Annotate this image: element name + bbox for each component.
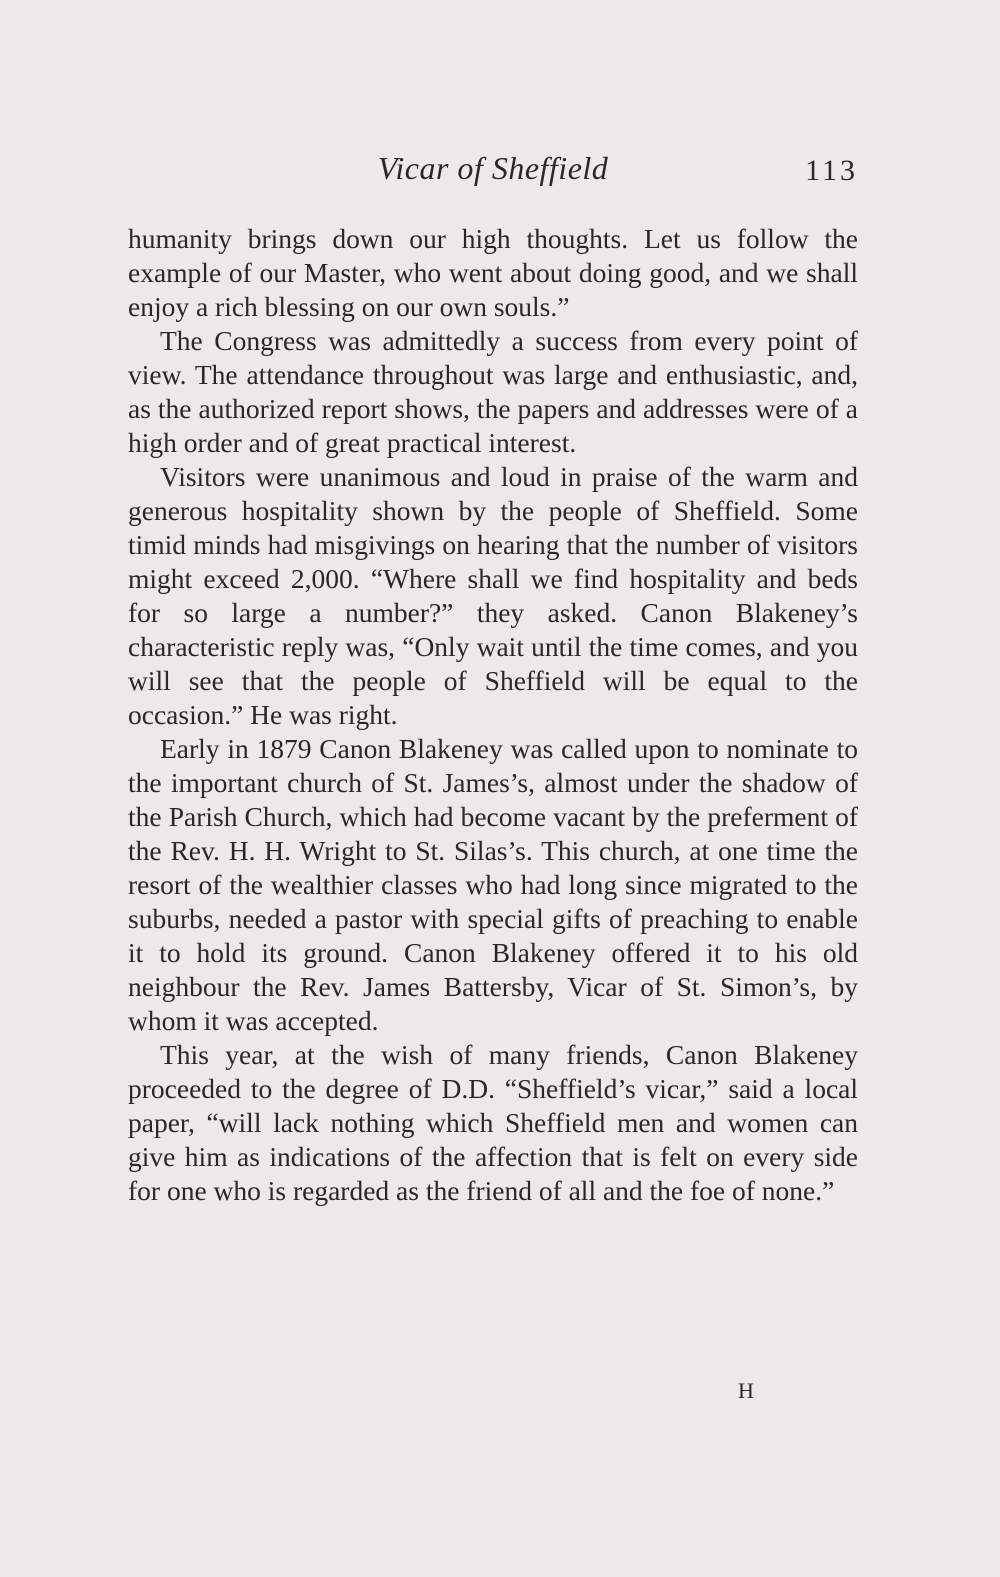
paragraph-continuation: humanity brings down our high thoughts. Let us follow the example of our Master, who went about doing good, and we shall enjoy a rich blessing on our own souls.” bbox=[128, 223, 858, 322]
paragraph-degree: This year, at the wish of many friends, Canon Blakeney proceeded to the degree of D.D. “Sheffield’s vicar,” said a local paper, “will lack nothing which Sheffield men and women can give him as indications of the affection that is felt on every side for one who is regarded as the friend of all and the foe of none.” bbox=[128, 1039, 858, 1206]
paragraph-visitors: Visitors were unanimous and loud in praise of the warm and generous hospitality shown by the people of Sheffield. Some timid minds had misgivings on hearing that the number of visitors might exceed 2,000. “Where shall we find hospitality and beds for so large a number?” they asked. Canon Blakeney’s characteristic reply was, “Only wait until the time comes, and you will see that the people of Sheffield will be equal to the occasion.” He was right. bbox=[128, 461, 858, 730]
paragraph-congress: The Congress was admittedly a success from every point of view. The attendance throughout was large and enthusiastic, and, as the authorized report shows, the papers and addresses were of a high order and of great practical interest. bbox=[128, 325, 858, 458]
page-number: 113 bbox=[805, 154, 858, 187]
body-text bbox=[128, 222, 858, 1208]
paragraph-st-james: Early in 1879 Canon Blakeney was called upon to nominate to the important church of St. James’s, almost under the shadow of the Parish Church, which had become vacant by the preferment of the Rev. H. H. Wright to St. Silas’s. This church, at one time the resort of the wealthier classes who had long since migrated to the suburbs, needed a pastor with special gifts of preaching to enable it to hold its ground. Canon Blakeney offered it to his old neighbour the Rev. James Battersby, Vicar of St. Simon’s, by whom it was accepted. bbox=[128, 733, 858, 1036]
running-title: Vicar of Sheffield bbox=[377, 150, 609, 186]
signature-mark: H bbox=[738, 1378, 754, 1403]
running-head bbox=[128, 150, 858, 194]
